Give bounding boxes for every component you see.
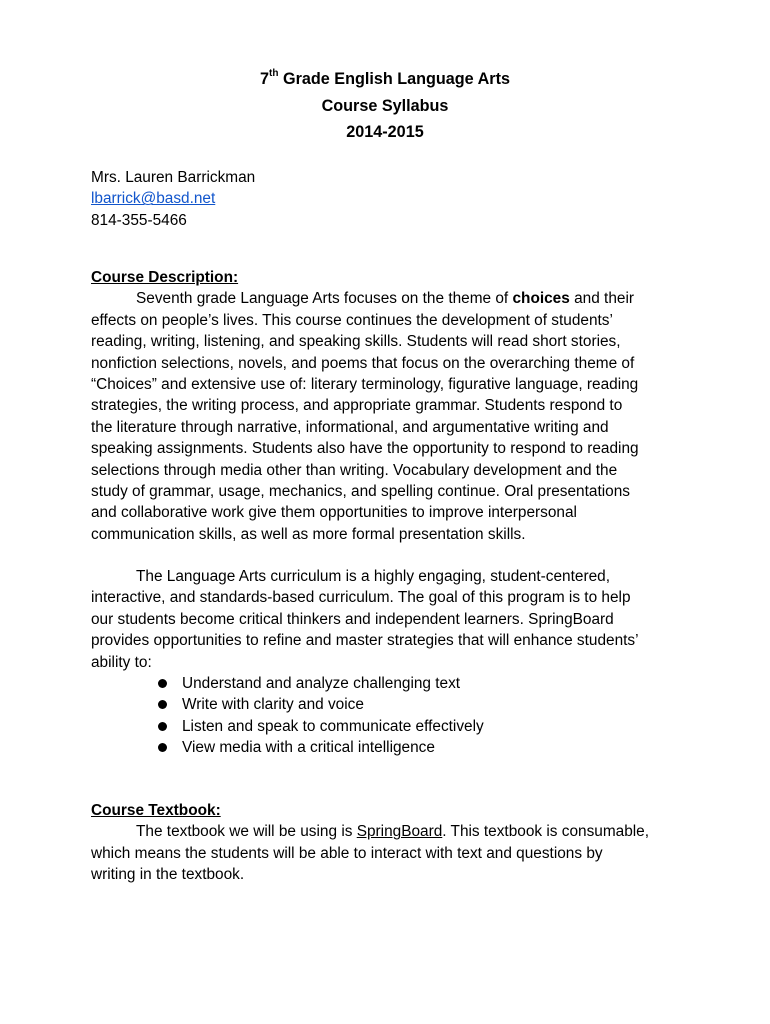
document-header [0, 66, 770, 146]
list-item [158, 716, 484, 737]
description-line: strategies, the writing process, and appropriate grammar. Students respond to [91, 397, 623, 415]
contact-block [91, 167, 691, 231]
description-first-line [91, 288, 691, 309]
course-description-heading: Course Description: [91, 269, 239, 286]
bullet-icon [158, 743, 167, 752]
description-first-line-end: and their [569, 290, 634, 308]
teacher-name: Mrs. Lauren Barrickman [91, 169, 256, 186]
bullet-icon [158, 700, 167, 709]
list-item [158, 673, 484, 694]
curriculum-line: interactive, and standards-based curriculum. The goal of this program is to help [91, 589, 631, 607]
course-description-section [91, 267, 691, 545]
email-link[interactable]: lbarrick@basd.net [91, 190, 216, 208]
textbook-line-end: . This textbook is consumable, [442, 823, 650, 841]
grade-suffix: th [269, 67, 279, 79]
bullet-icon [158, 679, 167, 688]
list-item [158, 737, 484, 758]
course-subtitle: Course Syllabus [321, 96, 449, 115]
description-line: study of grammar, usage, mechanics, and spelling continue. Oral presentations [91, 483, 630, 501]
list-item [158, 694, 484, 715]
textbook-line: writing in the textbook. [91, 866, 245, 884]
description-line: the literature through narrative, informational, and argumentative writing and [91, 418, 609, 436]
choices-bold: choices [512, 290, 570, 308]
description-line: reading, writing, listening, and speaking skills. Students will read short stories, [91, 333, 621, 351]
description-line: effects on people’s lives. This course continues the development of students’ [91, 311, 613, 329]
school-year: 2014-2015 [346, 123, 424, 141]
list-item-text: View media with a critical intelligence [182, 739, 435, 757]
textbook-line: which means the students will be able to interact with text and questions by [91, 844, 603, 862]
springboard-title: SpringBoard [356, 823, 443, 841]
curriculum-line: The Language Arts curriculum is a highly engaging, student-centered, [136, 568, 610, 585]
textbook-first-line [91, 821, 691, 842]
curriculum-line: ability to: [91, 653, 152, 671]
grade-number: 7 [260, 70, 270, 88]
description-line: selections through media other than writing. Vocabulary development and the [91, 461, 618, 479]
description-line: nonfiction selections, novels, and poems that focus on the overarching theme of [91, 354, 635, 372]
phone-number: 814-355-5466 [91, 211, 187, 229]
curriculum-section [91, 566, 691, 673]
course-textbook-section [91, 800, 691, 886]
course-textbook-heading: Course Textbook: [91, 802, 221, 819]
description-line: “Choices” and extensive use of: literary terminology, figurative language, reading [91, 376, 639, 394]
curriculum-line: our students become critical thinkers and independent learners. SpringBoard [91, 610, 614, 628]
description-line: and collaborative work give them opportunities to improve interpersonal [91, 504, 577, 522]
course-title-text: Grade English Language Arts [278, 70, 510, 88]
textbook-line-start: The textbook we will be using is [136, 823, 357, 841]
curriculum-line: provides opportunities to refine and master strategies that will enhance students’ [91, 632, 639, 650]
description-line: communication skills, as well as more formal presentation skills. [91, 525, 526, 543]
course-title [0, 66, 770, 93]
description-line: speaking assignments. Students also have the opportunity to respond to reading [91, 440, 639, 458]
list-item-text: Write with clarity and voice [182, 696, 364, 714]
skills-list [158, 673, 484, 759]
list-item-text: Listen and speak to communicate effectively [182, 717, 484, 735]
description-first-line-start: Seventh grade Language Arts focuses on the theme of [136, 290, 513, 308]
bullet-icon [158, 722, 167, 731]
list-item-text: Understand and analyze challenging text [182, 675, 461, 692]
